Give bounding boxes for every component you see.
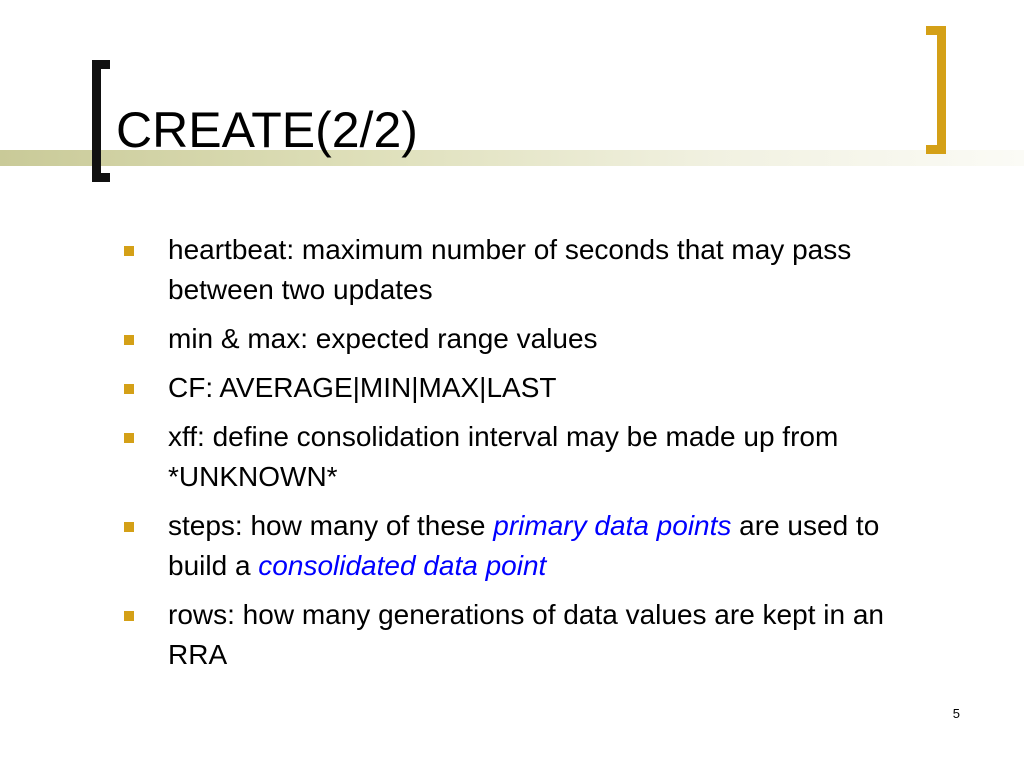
bullet-text-part: are used to build a <box>168 510 880 581</box>
slide-title: CREATE(2/2) <box>116 102 418 158</box>
bullet-list <box>124 230 924 684</box>
square-bullet-icon <box>124 335 134 345</box>
right-bracket-decor <box>926 26 946 154</box>
bullet-text: heartbeat: maximum number of seconds that may pass between two updates <box>168 234 852 305</box>
page-number: 5 <box>952 706 960 721</box>
bullet-text-part: steps: how many of these <box>168 510 494 541</box>
bullet-item-heartbeat <box>124 230 924 310</box>
square-bullet-icon <box>124 433 134 443</box>
bullet-text: rows: how many generations of data values are kept in an RRA <box>168 599 884 670</box>
bullet-item-cf <box>124 368 924 408</box>
bullet-text: min & max: expected range values <box>168 323 598 354</box>
bullet-text: CF: AVERAGE|MIN|MAX|LAST <box>168 372 557 403</box>
left-bracket-decor <box>92 60 110 182</box>
bullet-item-rows <box>124 595 924 675</box>
square-bullet-icon <box>124 246 134 256</box>
bullet-item-xff <box>124 417 924 497</box>
square-bullet-icon <box>124 522 134 532</box>
emphasis-consolidated-data-point: consolidated data point <box>258 550 547 581</box>
emphasis-primary-data-points: primary data points <box>493 510 732 541</box>
bullet-item-min-max <box>124 319 924 359</box>
square-bullet-icon <box>124 611 134 621</box>
square-bullet-icon <box>124 384 134 394</box>
bullet-item-steps <box>124 506 924 586</box>
bullet-text: xff: define consolidation interval may be made up from *UNKNOWN* <box>168 421 839 492</box>
